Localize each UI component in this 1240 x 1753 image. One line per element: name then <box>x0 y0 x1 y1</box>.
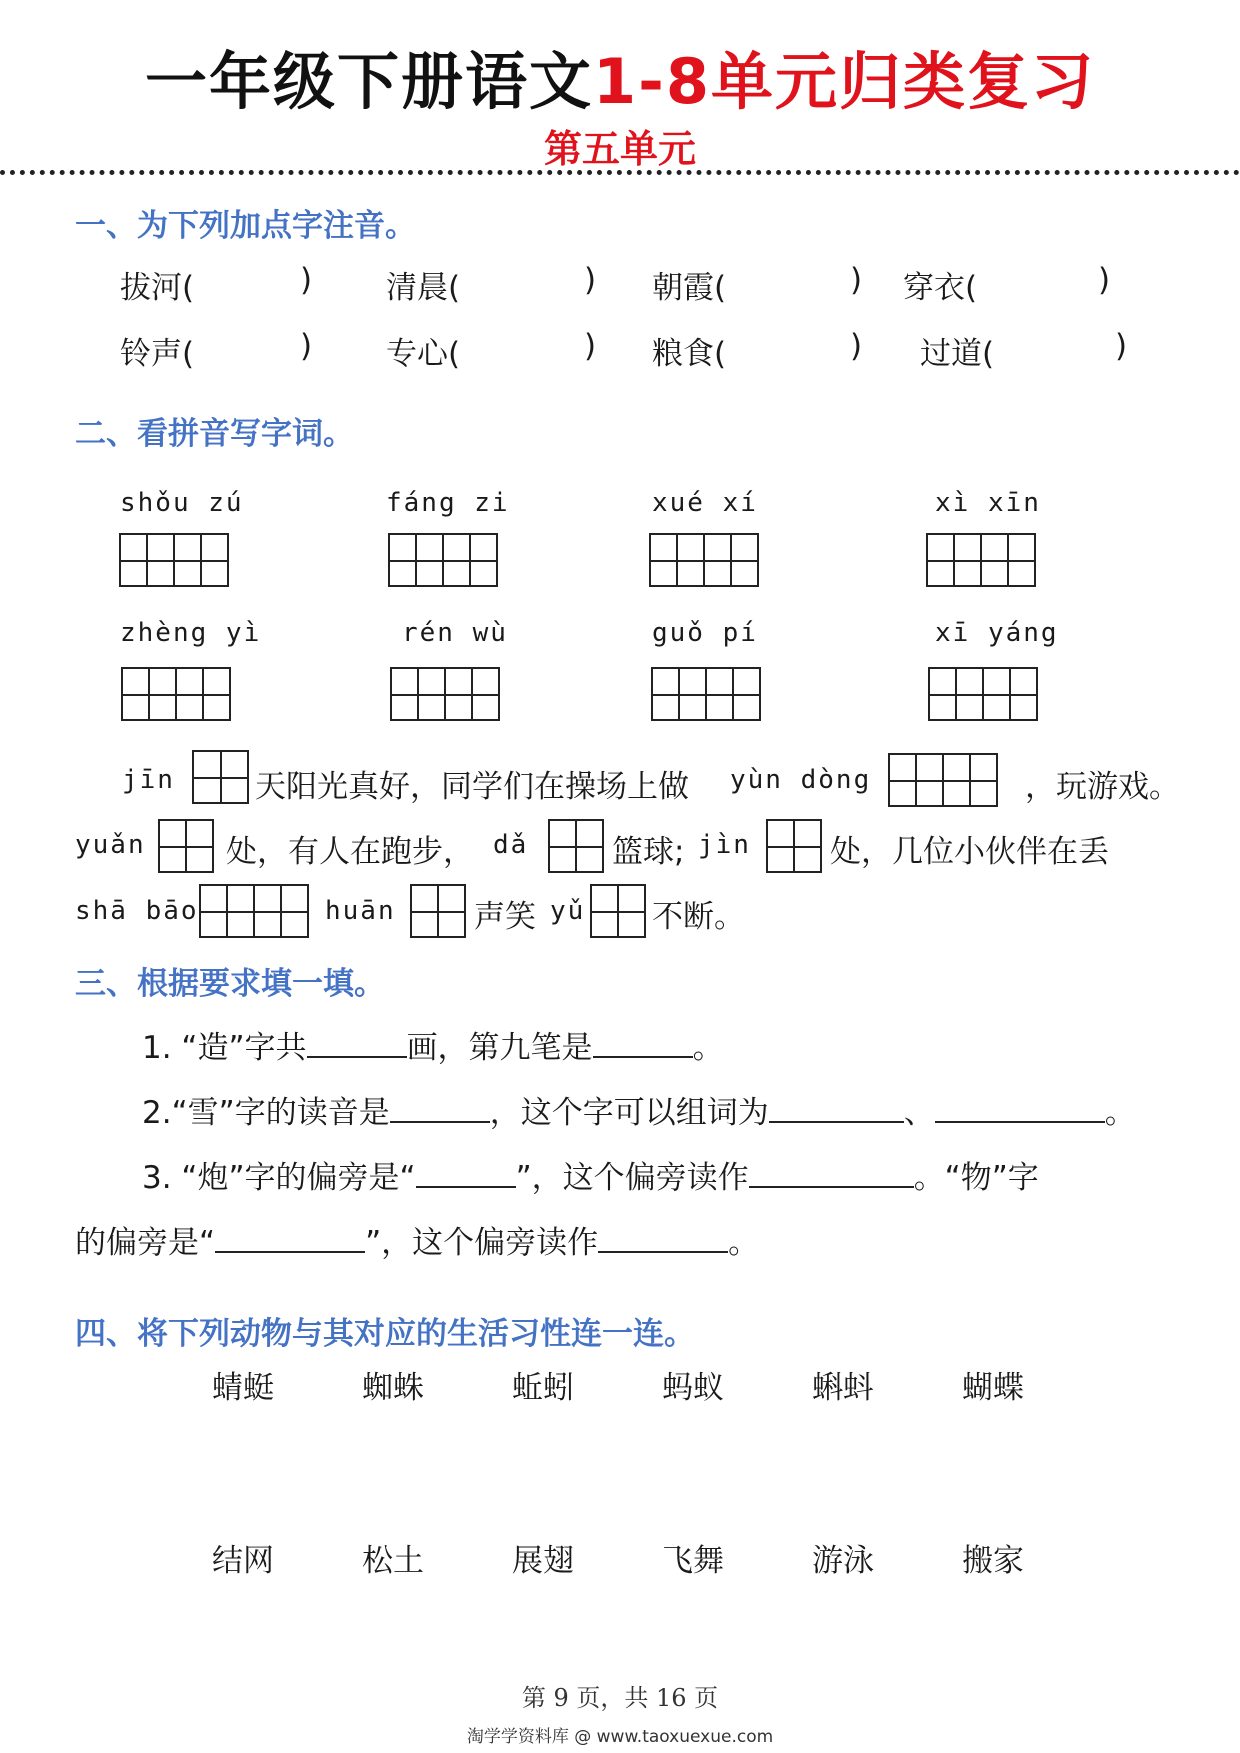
passage-pinyin: jìn <box>698 830 751 860</box>
habit-word[interactable]: 松土 <box>362 1543 424 1579</box>
writing-grid[interactable] <box>590 884 646 938</box>
phonetic-item-close: ) <box>300 328 313 364</box>
question-3: 3. “炮”字的偏旁是“ ”，这个偏旁读作 。“物”字 <box>142 1160 1039 1196</box>
writing-grid[interactable] <box>410 884 466 938</box>
phonetic-item: 粮食( <box>652 336 727 372</box>
writing-grid[interactable] <box>158 819 214 873</box>
animal-word[interactable]: 蜘蛛 <box>362 1370 424 1406</box>
writing-grid[interactable] <box>199 884 309 938</box>
section4-heading: 四、将下列动物与其对应的生活习性连一连。 <box>75 1316 695 1352</box>
phonetic-item: 过道( <box>920 336 995 372</box>
passage-text: 天阳光真好，同学们在操场上做 <box>255 769 689 805</box>
phonetic-item-close: ) <box>584 262 597 298</box>
answer-blank[interactable] <box>416 1160 516 1188</box>
dotted-divider <box>0 170 1240 175</box>
habit-word[interactable]: 搬家 <box>962 1543 1024 1579</box>
animal-word[interactable]: 蝌蚪 <box>812 1370 874 1406</box>
writing-grid[interactable] <box>926 533 1036 587</box>
writing-grid[interactable] <box>651 667 761 721</box>
writing-grid[interactable] <box>390 667 500 721</box>
answer-blank[interactable] <box>593 1030 693 1058</box>
writing-grid[interactable] <box>388 533 498 587</box>
phonetic-item: 铃声( <box>120 336 195 372</box>
passage-text: 处，几位小伙伴在丢 <box>830 834 1109 870</box>
writing-grid[interactable] <box>766 819 822 873</box>
pinyin-label: xì xīn <box>935 488 1041 518</box>
passage-text: 不断。 <box>652 899 745 935</box>
passage-text: 篮球; <box>612 834 685 870</box>
section2-heading: 二、看拼音写字词。 <box>75 416 354 452</box>
phonetic-item-close: ) <box>850 328 863 364</box>
phonetic-item: 穿衣( <box>903 270 978 306</box>
question-1: 1. “造”字共 画，第九笔是 。 <box>142 1030 724 1066</box>
writing-grid[interactable] <box>192 750 249 804</box>
passage-pinyin: dǎ <box>493 830 529 860</box>
phonetic-item: 专心( <box>386 336 461 372</box>
question-2: 2.“雪”字的读音是 ，这个字可以组词为 、 。 <box>142 1095 1136 1131</box>
habit-word[interactable]: 游泳 <box>812 1543 874 1579</box>
source-credit: 淘学学资料库 @ www.taoxuexue.com <box>466 1727 774 1747</box>
answer-blank[interactable] <box>215 1225 365 1253</box>
phonetic-item-close: ) <box>584 328 597 364</box>
passage-pinyin: yùn dòng <box>730 765 872 795</box>
phonetic-item-close: ) <box>1115 328 1128 364</box>
passage-text: 声笑 <box>474 899 536 935</box>
animal-word[interactable]: 蝴蝶 <box>962 1370 1024 1406</box>
phonetic-item-close: ) <box>1098 262 1111 298</box>
unit-subtitle: 第五单元 <box>543 126 696 171</box>
phonetic-item: 拔河( <box>120 270 195 306</box>
passage-pinyin: yǔ <box>550 896 586 926</box>
section3-heading: 三、根据要求填一填。 <box>75 966 385 1002</box>
habit-word[interactable]: 飞舞 <box>662 1543 724 1579</box>
answer-blank[interactable] <box>307 1030 407 1058</box>
page-title <box>0 42 1240 122</box>
pinyin-label: zhèng yì <box>120 618 262 648</box>
phonetic-item: 清晨( <box>386 270 461 306</box>
animal-word[interactable]: 蚂蚁 <box>662 1370 724 1406</box>
passage-pinyin: huān <box>325 896 396 926</box>
passage-pinyin: yuǎn <box>75 830 146 860</box>
passage-text: 处，有人在跑步， <box>226 834 474 870</box>
habit-word[interactable]: 展翅 <box>512 1543 574 1579</box>
answer-blank[interactable] <box>749 1160 914 1188</box>
writing-grid[interactable] <box>928 667 1038 721</box>
habit-word[interactable]: 结网 <box>212 1543 274 1579</box>
pinyin-label: xué xí <box>652 488 758 518</box>
answer-blank[interactable] <box>769 1095 904 1123</box>
passage-text: ，玩游戏。 <box>1025 769 1180 805</box>
writing-grid[interactable] <box>121 667 231 721</box>
pinyin-label: guǒ pí <box>652 618 758 648</box>
pinyin-label: fáng zi <box>386 488 510 518</box>
pinyin-label: xī yáng <box>935 618 1059 648</box>
phonetic-item: 朝霞( <box>652 270 727 306</box>
answer-blank[interactable] <box>390 1095 490 1123</box>
question-3-cont: 的偏旁是“ ”，这个偏旁读作 。 <box>75 1225 760 1261</box>
phonetic-item-close: ) <box>300 262 313 298</box>
writing-grid[interactable] <box>888 753 998 807</box>
answer-blank[interactable] <box>935 1095 1105 1123</box>
writing-grid[interactable] <box>649 533 759 587</box>
phonetic-item-close: ) <box>850 262 863 298</box>
writing-grid[interactable] <box>119 533 229 587</box>
animal-word[interactable]: 蚯蚓 <box>512 1370 574 1406</box>
passage-pinyin: shā bāo <box>75 896 199 926</box>
title-main: 一年级下册语文 <box>144 45 593 118</box>
pinyin-label: rén wù <box>402 618 508 648</box>
animal-word[interactable]: 蜻蜓 <box>212 1370 274 1406</box>
pinyin-label: shǒu zú <box>120 488 244 518</box>
answer-blank[interactable] <box>598 1225 728 1253</box>
section1-heading: 一、为下列加点字注音。 <box>75 208 416 244</box>
title-highlight: 1-8单元归类复习 <box>593 45 1096 118</box>
page-number: 第 9 页，共 16 页 <box>521 1684 719 1712</box>
writing-grid[interactable] <box>548 819 604 873</box>
passage-pinyin: jīn <box>122 765 175 795</box>
